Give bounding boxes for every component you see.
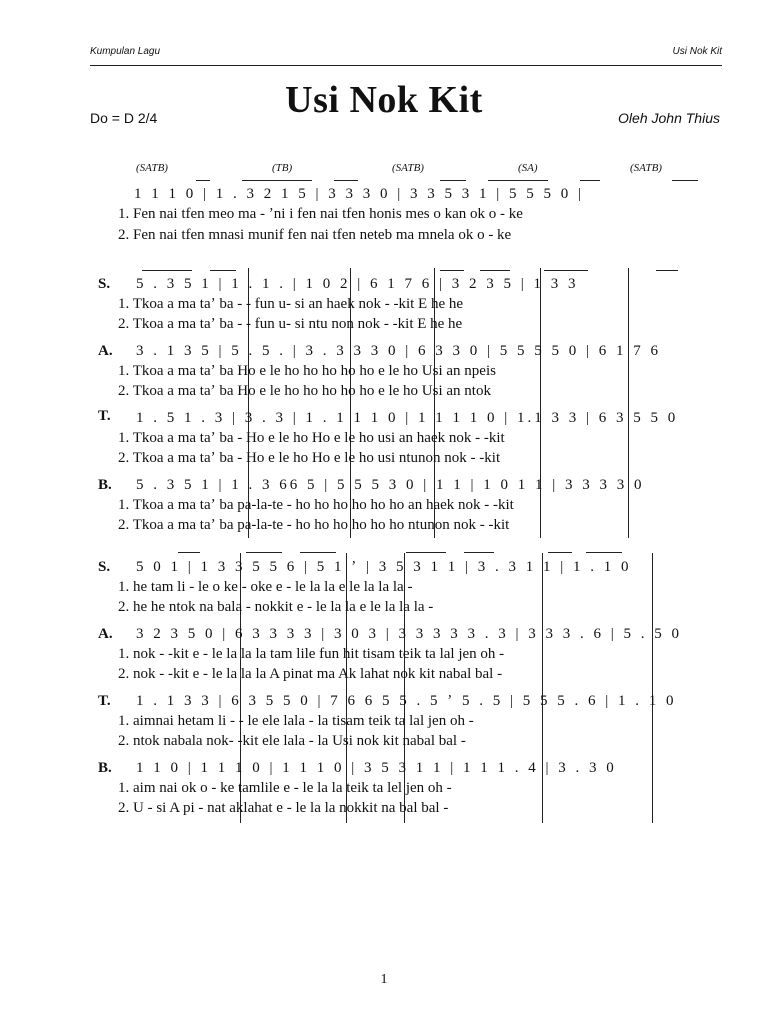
alto-verse-1: 1. Tkoa a ma taʼ ba Ho e le ho ho ho ho ho e le ho Usi an npeis <box>118 363 496 379</box>
alto-verse-1: 1. nok - -kit e - le la la la tam lile fun hit tisam teik ta lal jen oh - <box>118 646 505 662</box>
bass-verse-1: 1. aim nai ok o - ke tamlile e - le la la teik ta lel jen oh - <box>118 780 452 796</box>
soprano-verse-1: 1. he tam li - le o ke - oke e - le la la e le la la la - <box>118 579 413 595</box>
intro-verse-1: 1. Fen nai tfen meo ma - ʼni i fen nai tfen honis mes o kan ok o - ke <box>118 206 523 222</box>
barline <box>540 268 541 538</box>
barline <box>628 268 629 538</box>
soprano-verse-2: 2. he he ntok na bala - nokkit e - le la la e le la la la - <box>118 599 434 615</box>
beam <box>672 180 698 181</box>
soprano-verse-2: 2. Tkoa a ma taʼ ba - - fun u- si ntu non nok - -kit E he he <box>118 316 463 332</box>
voice-label-tenor: T. <box>98 693 111 709</box>
tenor-verse-2: 2. Tkoa a ma taʼ ba - Ho e le ho Ho e le ho usi ntunon nok - -kit <box>118 450 501 466</box>
beam <box>142 270 192 271</box>
barline <box>652 553 653 823</box>
header-collection-title: Kumpulan Lagu <box>90 46 161 57</box>
beam <box>586 552 622 553</box>
bass-verse-2: 2. Tkoa a ma taʼ ba pa-la-te - ho ho ho ho ho ho ntunon nok - -kit <box>118 517 510 533</box>
beam <box>488 180 548 181</box>
beam <box>580 180 600 181</box>
part-tag: (SATB) <box>392 162 424 174</box>
voice-label-bass: B. <box>98 477 112 493</box>
barline <box>542 553 543 823</box>
bass-verse-1: 1. Tkoa a ma taʼ ba pa-la-te - ho ho ho ho ho ho an haek nok - -kit <box>118 497 514 513</box>
beam <box>334 180 358 181</box>
beam <box>480 270 510 271</box>
alto-notes: 3 . 1 3 5 | 5 . 5 . | 3 . 3 3 3 0 | 6 3 3 0 | 5 5 5 5 0 | 6 1 7 6 <box>136 343 662 359</box>
beam <box>196 180 210 181</box>
voice-label-bass: B. <box>98 760 112 776</box>
part-tag: (SA) <box>518 162 538 174</box>
voice-label-alto: A. <box>98 626 113 642</box>
page-number: 1 <box>380 972 388 987</box>
voice-label-soprano: S. <box>98 276 111 292</box>
beam <box>178 552 200 553</box>
alto-notes: 3 2 3 5 0 | 6 3 3 3 3 | 3 0 3 | 3 3 3 3 3 . 3 | 3 3 3 . 6 | 5 . 5 0 <box>136 626 683 642</box>
author-credit: Oleh John Thius <box>618 110 720 126</box>
alto-verse-2: 2. nok - -kit e - le la la la A pinat ma Ak lahat nok kit nabal bal - <box>118 666 503 682</box>
beam <box>210 270 236 271</box>
voice-label-soprano: S. <box>98 559 111 575</box>
header-song-title: Usi Nok Kit <box>672 46 722 57</box>
key-signature: Do = D 2/4 <box>90 110 158 126</box>
voice-label-tenor: T. <box>98 408 111 424</box>
beam <box>300 552 336 553</box>
beam <box>440 180 466 181</box>
part-tag: (SATB) <box>136 162 168 174</box>
intro-verse-2: 2. Fen nai tfen mnasi munif fen nai tfen neteb ma mnela ok o - ke <box>118 227 512 243</box>
beam <box>548 552 572 553</box>
beam <box>440 270 464 271</box>
tenor-notes: 1 . 5 1 . 3 | 3 . 3 | 1 . 1 1 1 0 | 1 1 1 1 0 | 1.1 3 3 | 6 3 5 5 0 <box>136 410 679 426</box>
soprano-notes: 5 . 3 5 1 | 1 . 1 . | 1 0 2 | 6 1 7 6 | 3 2 3 5 | 1 3 3 <box>136 276 579 292</box>
part-tag: (TB) <box>272 162 293 174</box>
beam <box>656 270 678 271</box>
beam <box>544 270 588 271</box>
tenor-verse-2: 2. ntok nabala nok- -kit ele lala - la Usi nok kit nabal bal - <box>118 733 466 749</box>
soprano-notes: 5 0 1 | 1 3 3 5 5 6 | 5 1 ʼ | 3 5 3 1 1 | 3 . 3 1 1 | 1 . 1 0 <box>136 559 632 575</box>
tenor-notes: 1 . 1 3 3 | 6 3 5 5 0 | 7 6 6 5 5 . 5 ʼ 5 . 5 | 5 5 5 . 6 | 1 . 1 0 <box>136 693 677 709</box>
beam <box>246 552 282 553</box>
tenor-verse-1: 1. aimnai hetam li - - le ele lala - la tisam teik ta lal jen oh - <box>118 713 474 729</box>
bass-verse-2: 2. U - si A pi - nat aklahat e - le la la nokkit na bal bal - <box>118 800 449 816</box>
bass-notes: 5 . 3 5 1 | 1 . 3 66 5 | 5 5 5 3 0 | 1 1 | 1 0 1 1 | 3 3 3 3 0 <box>136 477 645 493</box>
header-divider <box>90 65 722 66</box>
intro-notes: 1 1 1 0 | 1 . 3 2 1 5 | 3 3 3 0 | 3 3 5 3 1 | 5 5 5 0 | <box>134 186 585 202</box>
bass-notes: 1 1 0 | 1 1 1 0 | 1 1 1 0 | 3 5 3 1 1 | 1 1 1 . 4 | 3 . 3 0 <box>136 760 617 776</box>
voice-label-alto: A. <box>98 343 113 359</box>
song-title: Usi Nok Kit <box>285 79 483 121</box>
part-tag: (SATB) <box>630 162 662 174</box>
alto-verse-2: 2. Tkoa a ma taʼ ba Ho e le ho ho ho ho ho e le ho Usi an ntok <box>118 383 491 399</box>
tenor-verse-1: 1. Tkoa a ma taʼ ba - Ho e le ho Ho e le ho usi an haek nok - -kit <box>118 430 505 446</box>
soprano-verse-1: 1. Tkoa a ma taʼ ba - - fun u- si an haek nok - -kit E he he <box>118 296 464 312</box>
beam <box>406 552 446 553</box>
beam <box>464 552 494 553</box>
beam <box>242 180 312 181</box>
